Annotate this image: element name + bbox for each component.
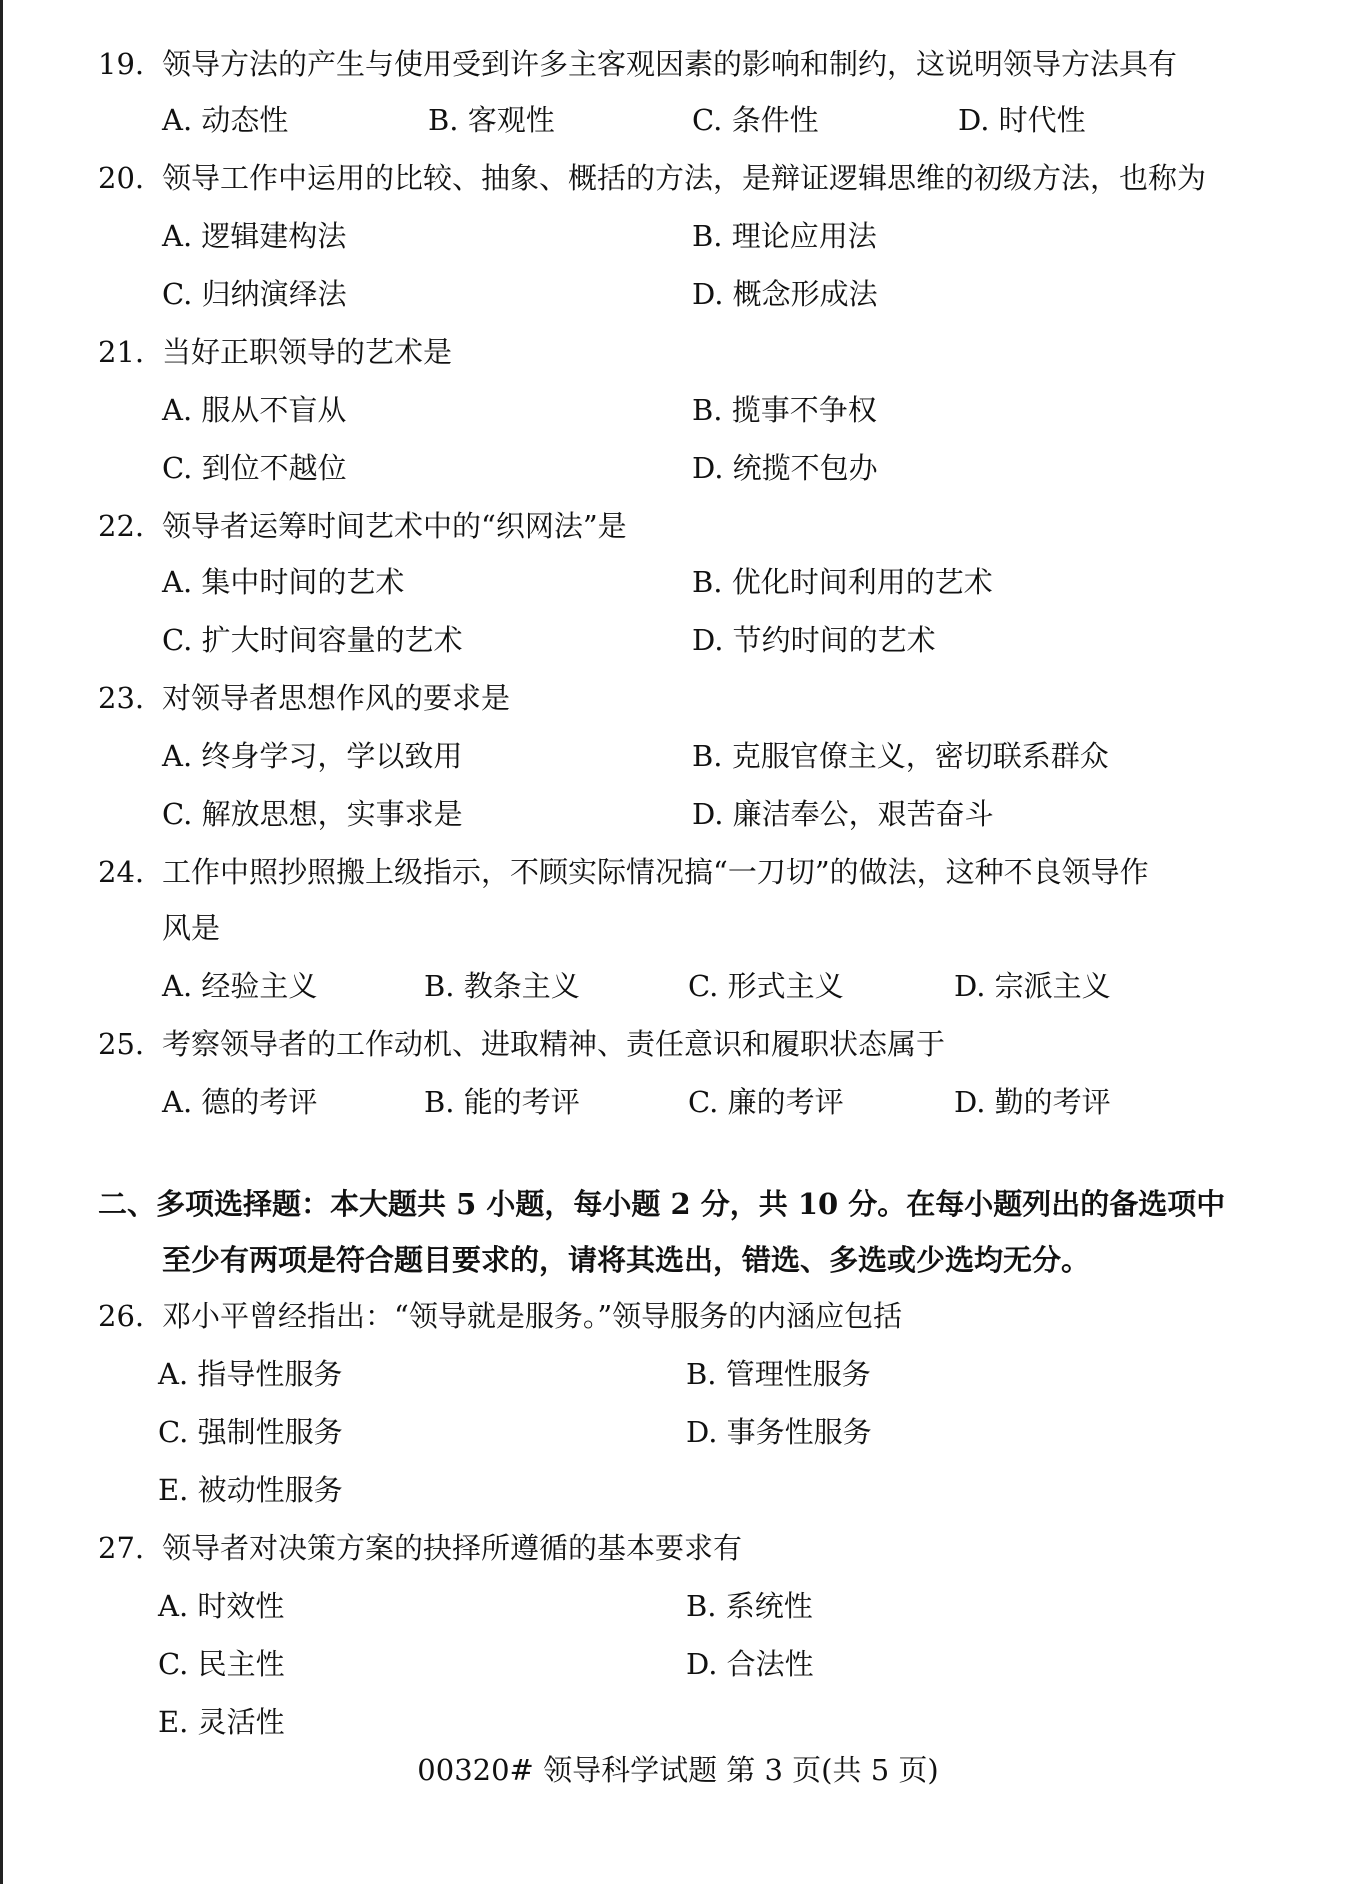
option-d: D. 廉洁奉公，艰苦奋斗 [692, 797, 994, 831]
option-d: D. 概念形成法 [692, 277, 878, 311]
option-c: C. 扩大时间容量的艺术 [162, 623, 463, 657]
question-text: 领导者运筹时间艺术中的“织网法”是 [162, 509, 627, 543]
question-text: 领导工作中运用的比较、抽象、概括的方法，是辩证逻辑思维的初级方法，也称为 [162, 161, 1207, 195]
option-a: A. 指导性服务 [158, 1357, 343, 1391]
question-text: 考察领导者的工作动机、进取精神、责任意识和履职状态属于 [162, 1027, 946, 1061]
question-text: 领导方法的产生与使用受到许多主客观因素的影响和制约，这说明领导方法具有 [162, 47, 1178, 81]
question-text: 领导者对决策方案的抉择所遵循的基本要求有 [162, 1531, 743, 1565]
question-number: 23. [98, 681, 145, 715]
option-b: B. 客观性 [428, 103, 555, 137]
question-number: 25. [98, 1027, 145, 1061]
option-a: A. 集中时间的艺术 [162, 565, 405, 599]
option-b: B. 能的考评 [424, 1085, 580, 1119]
option-c: C. 到位不越位 [162, 451, 347, 485]
question-text: 工作中照抄照搬上级指示，不顾实际情况搞“一刀切”的做法，这种不良领导作 [162, 855, 1149, 889]
question-number: 19. [98, 47, 145, 81]
option-e: E. 被动性服务 [158, 1473, 343, 1507]
option-a: A. 动态性 [162, 103, 289, 137]
option-a: A. 服从不盲从 [162, 393, 347, 427]
option-d: D. 节约时间的艺术 [692, 623, 936, 657]
option-d: D. 合法性 [686, 1647, 814, 1681]
option-b: B. 克服官僚主义，密切联系群众 [692, 739, 1109, 773]
question-number: 24. [98, 855, 145, 889]
option-b: B. 优化时间利用的艺术 [692, 565, 993, 599]
question-number: 27. [98, 1531, 145, 1565]
option-c: C. 解放思想，实事求是 [162, 797, 463, 831]
option-d: D. 时代性 [958, 103, 1086, 137]
option-a: A. 经验主义 [162, 969, 318, 1003]
option-c: C. 强制性服务 [158, 1415, 343, 1449]
scan-border [0, 0, 3, 1884]
option-a: A. 时效性 [158, 1589, 285, 1623]
question-number: 21. [98, 335, 145, 369]
question-text: 当好正职领导的艺术是 [162, 335, 453, 369]
option-d: D. 统揽不包办 [692, 451, 878, 485]
option-d: D. 事务性服务 [686, 1415, 872, 1449]
option-b: B. 教条主义 [424, 969, 580, 1003]
option-b: B. 系统性 [686, 1589, 813, 1623]
option-a: A. 终身学习，学以致用 [162, 739, 463, 773]
option-c: C. 形式主义 [688, 969, 844, 1003]
question-text: 对领导者思想作风的要求是 [162, 681, 511, 715]
question-number: 20. [98, 161, 145, 195]
option-b: B. 管理性服务 [686, 1357, 871, 1391]
option-c: C. 民主性 [158, 1647, 285, 1681]
section-heading-line1: 二、多项选择题：本大题共 5 小题，每小题 2 分，共 10 分。在每小题列出的备选项中 [98, 1187, 1226, 1221]
option-d: D. 宗派主义 [954, 969, 1111, 1003]
option-a: A. 德的考评 [162, 1085, 318, 1119]
option-c: C. 条件性 [692, 103, 819, 137]
section-heading-line2: 至少有两项是符合题目要求的，请将其选出，错选、多选或少选均无分。 [162, 1243, 1091, 1277]
question-text-continued: 风是 [162, 911, 221, 945]
option-e: E. 灵活性 [158, 1705, 285, 1739]
option-b: B. 揽事不争权 [692, 393, 877, 427]
option-c: C. 廉的考评 [688, 1085, 844, 1119]
question-text: 邓小平曾经指出：“领导就是服务。”领导服务的内涵应包括 [162, 1299, 903, 1333]
page-footer: 00320# 领导科学试题 第 3 页(共 5 页) [417, 1753, 939, 1787]
option-b: B. 理论应用法 [692, 219, 877, 253]
option-a: A. 逻辑建构法 [162, 219, 347, 253]
question-number: 22. [98, 509, 145, 543]
option-d: D. 勤的考评 [954, 1085, 1111, 1119]
question-number: 26. [98, 1299, 145, 1333]
option-c: C. 归纳演绎法 [162, 277, 347, 311]
